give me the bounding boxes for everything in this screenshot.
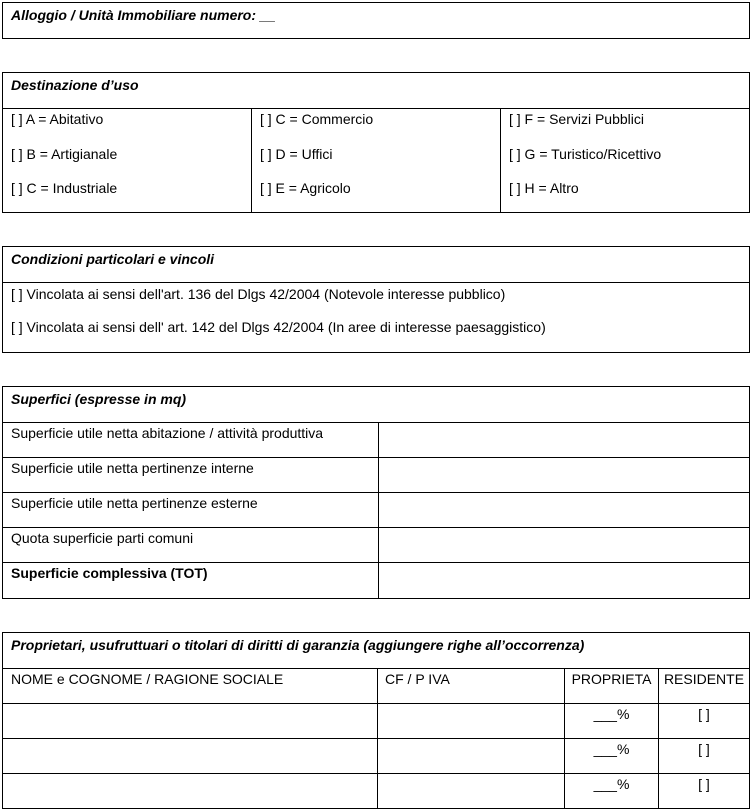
superfici-label-totale: Superficie complessiva (TOT) [11, 565, 208, 581]
superfici-label-pertinenze-esterne: Superficie utile netta pertinenze esterne [11, 495, 258, 511]
destinazione-option-f[interactable]: [ ] F = Servizi Pubblici [509, 111, 644, 127]
destinazione-option-g[interactable]: [ ] G = Turistico/Ricettivo [509, 146, 662, 162]
alloggio-box [2, 2, 750, 39]
destinazione-option-c-commercio[interactable]: [ ] C = Commercio [260, 111, 374, 127]
superfici-value-parti-comuni[interactable] [379, 528, 749, 562]
proprietari-row-3-residente[interactable]: [ ] [698, 776, 710, 792]
proprietari-title: Proprietari, usufruttuari o titolari di diritti di garanzia (aggiungere righe all’occorrenza) [11, 637, 585, 653]
superfici-value-totale[interactable] [379, 563, 749, 597]
proprietari-header [3, 633, 749, 669]
proprietari-row-1-residente[interactable]: [ ] [698, 706, 710, 722]
destinazione-header [3, 73, 749, 109]
destinazione-box [2, 72, 750, 213]
proprietari-header-cf: CF / P IVA [385, 671, 450, 687]
proprietari-row-1-percent[interactable]: ___% [593, 706, 630, 722]
destinazione-option-a[interactable]: [ ] A = Abitativo [11, 111, 104, 127]
destinazione-title: Destinazione d’uso [11, 77, 139, 93]
proprietari-header-proprieta: PROPRIETA [571, 671, 652, 687]
condizioni-item-art142[interactable]: [ ] Vincolata ai sensi dell' art. 142 del Dlgs 42/2004 (In aree di interesse paesaggistico) [11, 319, 546, 335]
superfici-value-pertinenze-interne[interactable] [379, 458, 749, 492]
condizioni-item-art136[interactable]: [ ] Vincolata ai sensi dell'art. 136 del Dlgs 42/2004 (Notevole interesse pubblico) [11, 286, 506, 302]
condizioni-box [2, 246, 750, 353]
superfici-label-abitazione: Superficie utile netta abitazione / attività produttiva [11, 425, 324, 441]
destinazione-option-d[interactable]: [ ] D = Uffici [260, 146, 333, 162]
superfici-box [2, 386, 750, 599]
proprietari-row-line-3 [3, 773, 749, 774]
proprietari-header-nome: NOME e COGNOME / RAGIONE SOCIALE [11, 671, 284, 687]
destinazione-option-h[interactable]: [ ] H = Altro [509, 180, 579, 196]
superfici-label-parti-comuni: Quota superficie parti comuni [11, 530, 194, 546]
condizioni-title: Condizioni particolari e vincoli [11, 251, 215, 267]
condizioni-header [3, 247, 749, 283]
proprietari-row-2-percent[interactable]: ___% [593, 741, 630, 757]
destinazione-divider-2 [500, 108, 501, 212]
proprietari-row-3-percent[interactable]: ___% [593, 776, 630, 792]
proprietari-row-line-2 [3, 738, 749, 739]
proprietari-header-residente: RESIDENTE [663, 671, 745, 687]
destinazione-option-e[interactable]: [ ] E = Agricolo [260, 180, 351, 196]
superfici-label-pertinenze-interne: Superficie utile netta pertinenze interne [11, 460, 254, 476]
destinazione-divider-1 [251, 108, 252, 212]
proprietari-row-line-1 [3, 703, 749, 704]
proprietari-row-2-residente[interactable]: [ ] [698, 741, 710, 757]
superfici-value-abitazione[interactable] [379, 423, 749, 457]
destinazione-option-c-industriale[interactable]: [ ] C = Industriale [11, 180, 118, 196]
superfici-title: Superfici (espresse in mq) [11, 391, 187, 407]
alloggio-title: Alloggio / Unità Immobiliare numero: __ [11, 7, 276, 23]
proprietari-box [2, 632, 750, 809]
superfici-value-pertinenze-esterne[interactable] [379, 493, 749, 527]
destinazione-option-b[interactable]: [ ] B = Artigianale [11, 146, 118, 162]
superfici-header [3, 387, 749, 423]
